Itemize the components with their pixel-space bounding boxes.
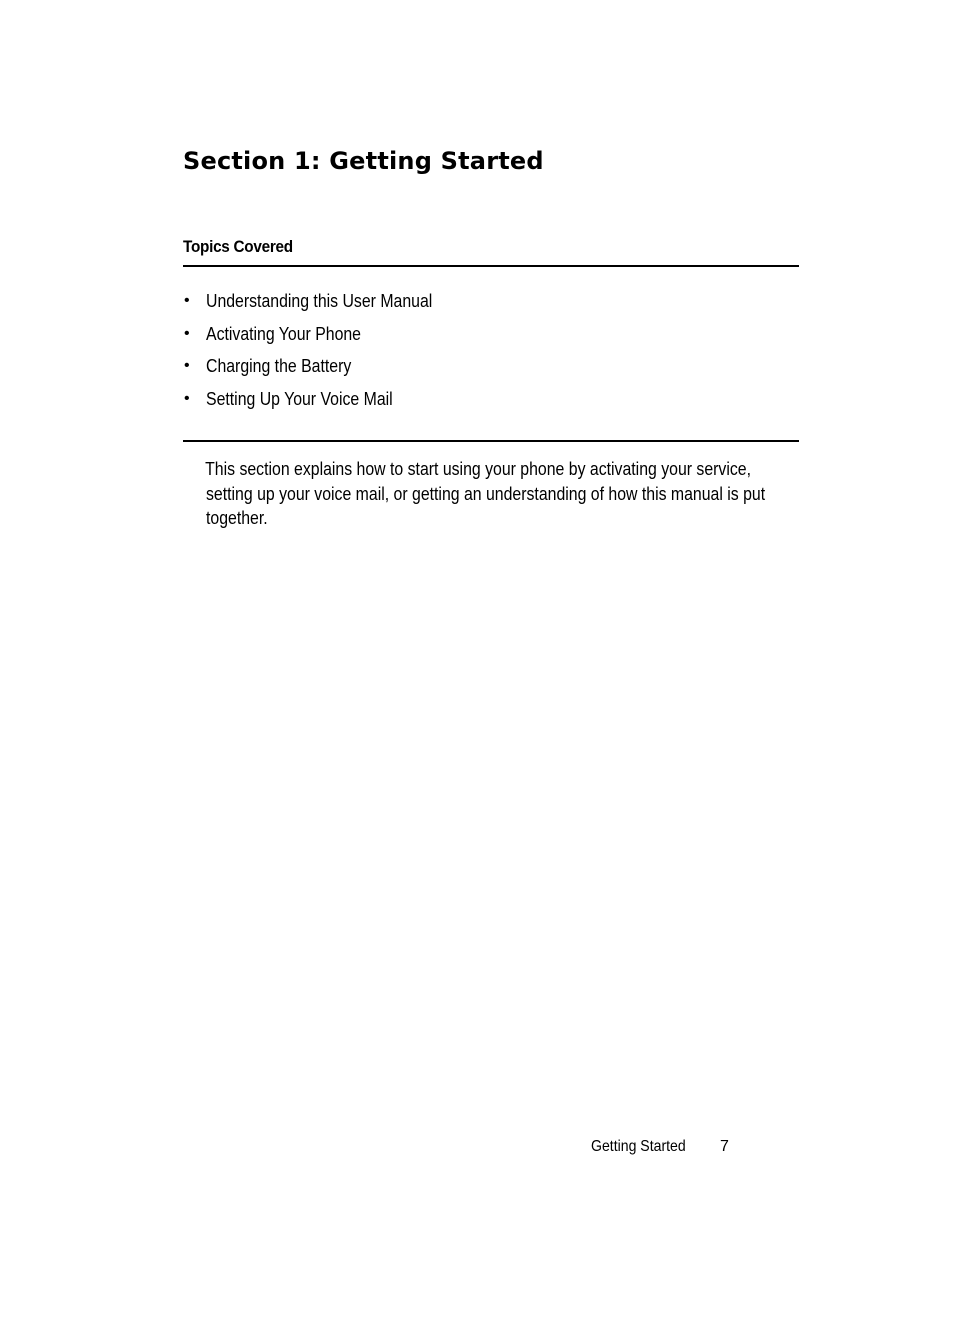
topics-bottom-rule	[183, 440, 799, 442]
topic-label: Understanding this User Manual	[206, 291, 433, 311]
topic-label: Activating Your Phone	[206, 323, 362, 344]
bullet-icon: •	[184, 389, 190, 407]
bullet-icon: •	[184, 324, 190, 342]
topics-heading: Topics Covered	[183, 237, 293, 256]
page-number: 7	[720, 1138, 729, 1155]
intro-paragraph: This section explains how to start using your phone by activating your service, setting up your voice mail, or getting an understanding of how this manual is put together.	[205, 459, 766, 528]
section-title: Section 1: Getting Started	[183, 147, 544, 175]
bullet-icon: •	[184, 357, 190, 374]
page-footer	[591, 1136, 729, 1158]
footer-chapter-label: Getting Started	[591, 1138, 686, 1155]
topic-label: Setting Up Your Voice Mail	[206, 388, 393, 409]
topic-label: Charging the Battery	[206, 356, 352, 376]
topics-top-rule	[183, 265, 799, 267]
bullet-icon: •	[184, 292, 190, 309]
